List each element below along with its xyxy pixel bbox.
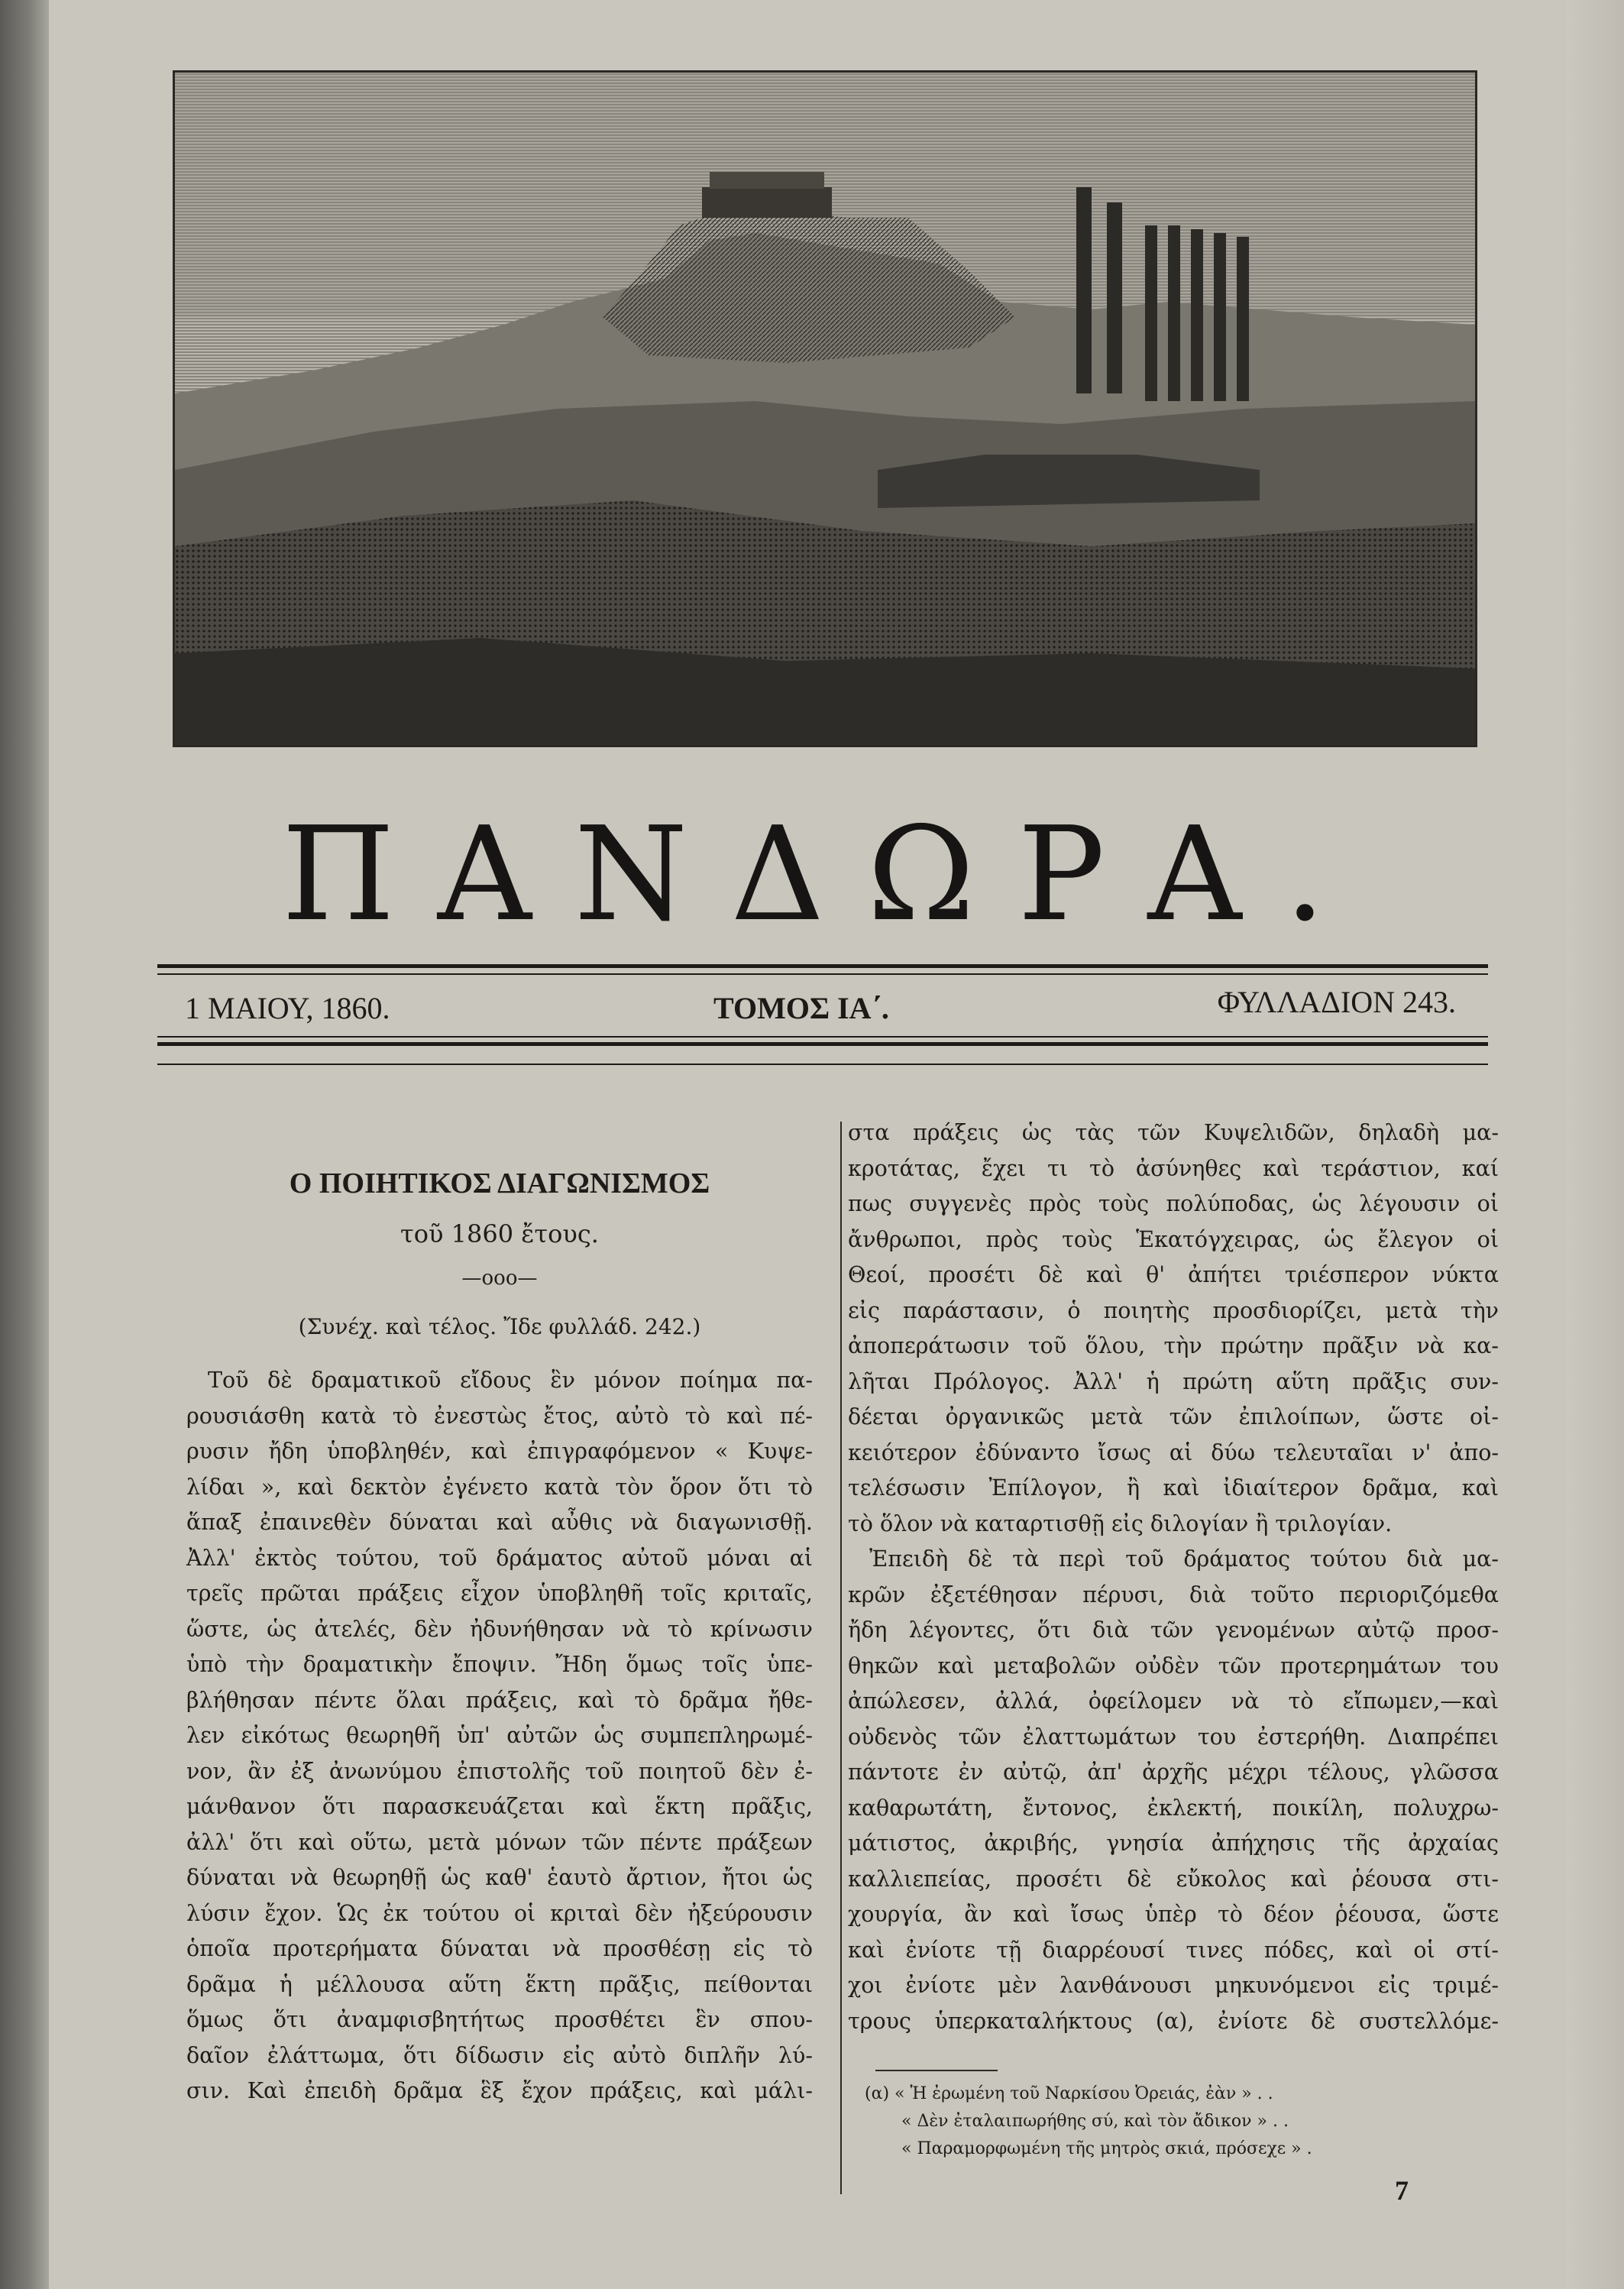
footnote-rule (875, 2070, 998, 2071)
text-line: Ἀλλ' ἐκτὸς τούτου, τοῦ δράματος αὐτοῦ μόναι αἱ (186, 1545, 813, 1571)
text-line: χοι ἐνίοτε μὲν λανθάνουσι μηκυνόμενοι εἰς τριμέ- (848, 1973, 1499, 1998)
text-line: ρουσιάσθη κατὰ τὸ ἐνεστὼς ἔτος, αὐτὸ τὸ καὶ πέ- (186, 1403, 813, 1429)
title-separator: —ooo— (461, 1267, 538, 1290)
acropolis-engraving (173, 70, 1477, 747)
left-column (186, 1115, 813, 2109)
text-line: ἄνθρωποι, πρὸς τοὺς Ἑκατόγχειρας, ὡς ἔλεγον οἱ (848, 1226, 1499, 1252)
text-line: τρεῖς πρῶται πράξεις εἶχον ὑποβληθῆ τοῖς κριταῖς, (186, 1581, 813, 1606)
text-line: δρᾶμα ἡ μέλλουσα αὕτη ἕκτη πρᾶξις, πείθονται (186, 1971, 813, 1997)
text-line: στα πράξεις ὡς τὰς τῶν Κυψελιδῶν, δηλαδὴ μα- (848, 1120, 1499, 1145)
page-number: 7 (1395, 2175, 1409, 2206)
text-line: βλήθησαν πέντε ὅλαι πράξεις, καὶ τὸ δρᾶμα ἤθε- (186, 1687, 813, 1713)
issue-rule (157, 1064, 1488, 1065)
text-line: καλλιεπείας, προσέτι δὲ εὔκολος καὶ ῥέουσα στι- (848, 1866, 1499, 1892)
article-title: Ο ΠΟΙΗΤΙΚΟΣ ΔΙΑΓΩΝΙΣΜΟΣ (289, 1167, 710, 1200)
binding-gutter (0, 0, 49, 2289)
page-edge (1566, 0, 1624, 2289)
text-line: μάνθανον ὅτι παρασκευάζεται καὶ ἕκτη πρᾶξις, (186, 1794, 813, 1819)
text-line: ἀλλ' ὅτι καὶ οὕτω, μετὰ μόνων τῶν πέντε πράξεων (186, 1829, 813, 1855)
text-line: δαῖον ἐλάττωμα, ὅτι δίδωσιν εἰς αὐτὸ διπλῆν λύ- (186, 2042, 813, 2068)
issue-rule (157, 1042, 1488, 1046)
text-line: κρῶν ἐξετέθησαν πέρυσι, διὰ τοῦτο περιοριζόμεθα (848, 1582, 1499, 1607)
issue-line (157, 984, 1488, 1030)
text-line: τὸ ὅλον νὰ καταρτισθῇ εἰς διλογίαν ἢ τριλογίαν. (848, 1510, 1393, 1536)
masthead-rule (157, 973, 1488, 975)
text-line: λεν εἰκότως θεωρηθῆ ὑπ' αὐτῶν ὡς συμπεπληρωμέ- (186, 1723, 813, 1748)
column-divider (840, 1122, 842, 2194)
text-line: τελέσωσιν Ἐπίλογον, ἢ καὶ ἰδιαίτερον δρᾶμα, καὶ (848, 1475, 1499, 1501)
masthead-title: ΠΑΝΔΩΡΑ. (281, 799, 1369, 950)
text-line: ὁποῖα προτερήματα δύναται νὰ προσθέσῃ εἰς τὸ (186, 1936, 813, 1961)
right-column-body (848, 1115, 1499, 2039)
text-line: χουργία, ἂν καὶ ἴσως ὑπὲρ τὸ δέον ῥέουσα, ὥστε (848, 1902, 1499, 1927)
masthead-rule (157, 964, 1488, 968)
text-line: νον, ἂν ἐξ ἀνωνύμου ἐπιστολῆς τοῦ ποιητοῦ δὲν ἐ- (186, 1758, 813, 1784)
text-line: ἀποπεράτωσιν τοῦ ὅλου, τὴν πρώτην πρᾶξιν νὰ κα- (848, 1333, 1499, 1358)
issue-rule (157, 1036, 1488, 1038)
text-line: ὅμως ὅτι ἀναμφισβητήτως προσθέτει ἓν σπου- (186, 2007, 813, 2032)
text-line: κροτάτας, ἔχει τι τὸ ἀσύνηθες καὶ τεράστιον, καί (848, 1155, 1499, 1181)
text-line: σιν. Καὶ ἐπειδὴ δρᾶμα ἓξ ἔχον πράξεις, καὶ μάλι- (186, 2078, 813, 2103)
text-line: καὶ ἐνίοτε τῇ διαρρέουσί τινες πόδες, καὶ οἱ στί- (848, 1937, 1499, 1963)
text-line: θηκῶν καὶ μεταβολῶν οὐδὲν τῶν προτερημάτων του (848, 1653, 1499, 1679)
left-column-body (186, 1363, 813, 2109)
footnote-line: (α) « Ἡ ἐρωμένη τοῦ Ναρκίσου Ὀρειάς, ἐὰν » . . (865, 2084, 1273, 2103)
text-line: καθαρωτάτη, ἔντονος, ἐκλεκτή, ποικίλη, πολυχρω- (848, 1795, 1499, 1821)
article-subtitle: τοῦ 1860 ἔτους. (400, 1219, 599, 1248)
text-line: λῆται Πρόλογος. Ἀλλ' ἡ πρώτη αὕτη πρᾶξις συν- (848, 1368, 1499, 1394)
footnotes (848, 2080, 1499, 2163)
text-line: εἰς παράστασιν, ὁ ποιητὴς προσδιορίζει, μετὰ τὴν (848, 1297, 1499, 1323)
text-line: τρους ὑπερκαταλήκτους (α), ἐνίοτε δὲ συστελλόμε- (848, 2008, 1499, 2034)
text-line: δέεται ὀργανικῶς μετὰ τῶν ἐπιλοίπων, ὥστε οἰ- (848, 1404, 1499, 1429)
engraving-illustration (175, 73, 1475, 745)
issue-date: 1 ΜΑΙΟΥ, 1860. (185, 991, 390, 1025)
text-line: πως συγγενὲς πρὸς τοὺς πολύποδας, ὡς λέγουσιν οἱ (848, 1191, 1499, 1216)
text-line: ρυσιν ἤδη ὑποβληθέν, καὶ ἐπιγραφόμενον « Κυψε- (186, 1439, 813, 1464)
text-line: κειότερον ἐδύναντο ἴσως αἱ δύω τελευταῖαι ν' ἀπο- (848, 1439, 1499, 1465)
text-line: μάτιστος, ἀκριβής, γνησία ἀπήχησις τῆς ἀρχαίας (848, 1831, 1499, 1856)
continuation-note: (Συνέχ. καὶ τέλος. Ἴδε φυλλάδ. 242.) (298, 1314, 701, 1339)
footnote-line: « Δὲν ἐταλαιπωρήθης σύ, καὶ τὸν ἄδικον » . . (901, 2112, 1289, 2131)
footnote-line: « Παραμορφωμένη τῆς μητρὸς σκιά, πρόσεχε » . (901, 2139, 1312, 2158)
text-line: ὥστε, ὡς ἀτελές, δὲν ἠδυνήθησαν νὰ τὸ κρίνωσιν (186, 1616, 813, 1642)
text-line: ἀπώλεσεν, ἀλλά, ὀφείλομεν νὰ τὸ εἴπωμεν,—καὶ (848, 1688, 1499, 1714)
issue-volume: ΤΟΜΟΣ ΙΑ΄. (713, 991, 889, 1025)
text-line: λίδαι », καὶ δεκτὸν ἐγένετο κατὰ τὸν ὅρον ὅτι τὸ (186, 1474, 813, 1500)
text-line: ἤδη λέγοντες, ὅτι διὰ τῶν γενομένων αὐτῷ προσ- (848, 1617, 1499, 1643)
text-line: δύναται νὰ θεωρηθῇ ὡς καθ' ἑαυτὸ ἄρτιον, ἤτοι ὡς (186, 1865, 813, 1890)
text-line: Θεοί, προσέτι δὲ καὶ θ' ἀπήτει τριέσπερον νύκτα (848, 1262, 1499, 1287)
text-line: οὐδενὸς τῶν ἐλαττωμάτων του ἐστερήθη. Διαπρέπει (848, 1724, 1499, 1750)
right-column (848, 1115, 1499, 2163)
text-line: Ἐπειδὴ δὲ τὰ περὶ τοῦ δράματος τούτου διὰ μα- (869, 1546, 1499, 1572)
text-line: ὑπὸ τὴν δραματικὴν ἔποψιν. Ἤδη ὅμως τοῖς ὑπε- (186, 1652, 813, 1677)
text-line: ἅπαξ ἐπαινεθὲν δύναται καὶ αὖθις νὰ διαγωνισθῇ. (186, 1510, 813, 1535)
text-line: πάντοτε ἐν αὐτῷ, ἀπ' ἀρχῆς μέχρι τέλους, γλῶσσα (848, 1760, 1499, 1785)
text-line: Τοῦ δὲ δραματικοῦ εἴδους ἓν μόνον ποίημα πα- (208, 1368, 813, 1393)
issue-number: ΦΥΛΛΑΔΙΟΝ 243. (1217, 985, 1456, 1019)
text-line: λύσιν ἔχον. Ὡς ἐκ τούτου οἱ κριταὶ δὲν ἠξεύρουσιν (186, 1900, 813, 1926)
